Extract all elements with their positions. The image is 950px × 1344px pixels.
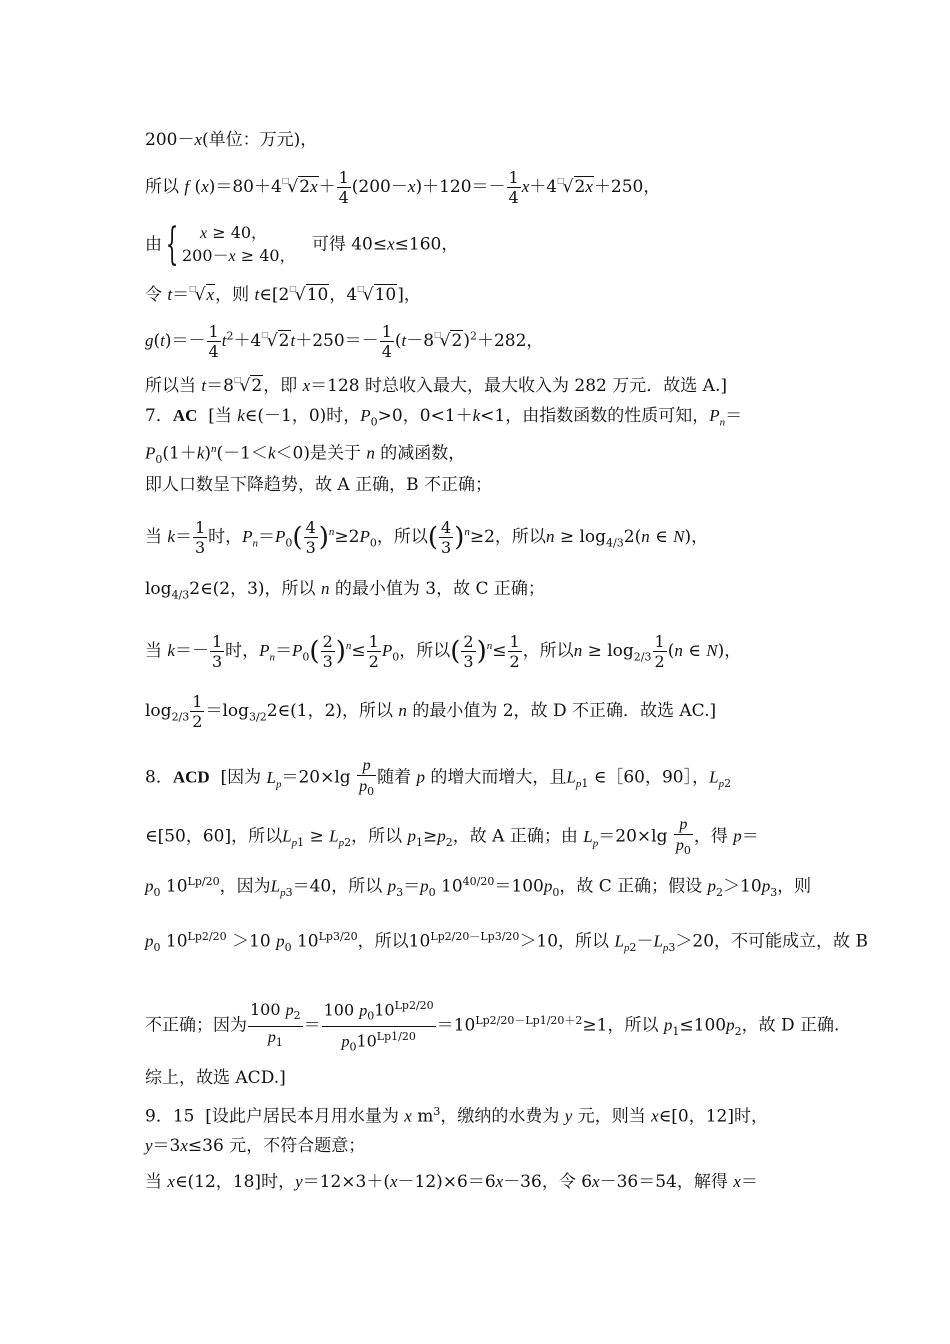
text-line: g(t)＝－ $\frac{1}{4}$ $t^2+4^□√2t+250=-$ $\frac{1}{4}$ $(t-8^□√2)^2+282$，: [145, 322, 544, 361]
text-line: 当 x∈(12，18]时，y＝12×3＋(x－12)×6＝6x－36，令 6x－36＝54，解得 x＝: [145, 1172, 758, 1192]
text-line: $\log_{2/3}$ $\frac{1}{2}$ $=\log_{3/2}2\in(1$，2)，所以 n 的最小值为 2，故 D 不正确．故选 AC.]: [145, 692, 717, 731]
text-line: y＝3x≤36 元，不符合题意；: [145, 1136, 366, 1156]
text-line: $\log_{4/3}2\in(2$，3)，所以 n 的最小值为 3，故 C 正确；: [145, 579, 545, 602]
text-line: 所以 f (x)＝80＋4□√2x＋ $\frac{1}{4}$ (200－x)＋120＝－ $\frac{1}{4}$ x＋4□√2x＋250，: [145, 168, 661, 207]
text-line: 8．ACD [因为 $L_p=20\times\lg$ $\frac{p}{p_0}$ 随着 p 的增大而增大，且$L_{p1}$ ∈［60，90］，$L_{p2}$: [145, 757, 732, 799]
text-line: 综上，故选 ACD.]: [145, 1068, 286, 1088]
text-line: 200－x(单位：万元)，: [145, 130, 318, 150]
text-line: $p_0$ $10^{Lp/20}$，因为$L_{p3}=40$，所以 $p_3=p_0$ $10^{40/20}=100p_0$，故 C 正确；假设 $p_2>10p_3$，则: [145, 875, 812, 900]
text-line: ∈[50，60]，所以$L_{p1} \ge L_{p2}$，所以 $p_1\ge p_2$，故 A 正确；由 $L_p=20\times\lg$ $\frac{p}{p_0}$ ，得 p＝: [145, 816, 759, 858]
text-line: 由{ x ≥ 40， 200－x ≥ 40， 可得 40≤x≤160，: [145, 219, 459, 270]
text-line: 令 t＝□√x，则 t∈[2□√10，4□√10]，: [145, 284, 421, 305]
text-line: 7．AC [当 k∈(－1，0)时，$P_0>0$，0<1＋k<1，由指数函数的性质可知，$P_n=$: [145, 406, 743, 429]
text-line: 当 k＝ $\frac{1}{3}$ 时，$P_n=P_0$( $\frac{4}{3}$ )$^n\ge 2P_0$，所以( $\frac{4}{3}$ )$^n$≥2，所以$n \ge \log_{4/3}2(n$ ∈ N)，: [145, 518, 709, 557]
text-line: 所以当 t＝8□√2，即 x＝128 时总收入最大，最大收入为 282 万元．故选 A.]: [145, 375, 727, 396]
text-line: 当 k＝－ $\frac{1}{3}$ 时，$P_n=P_0$( $\frac{2}{3}$ )$^n$≤ $\frac{1}{2}$ $P_0$，所以( $\frac{2}{3}$ )$^n$≤ $\frac{1}{2}$ ，所以$n \ge \log_{2/3}$ $\frac{1}{2}$ (n ∈ N)，: [145, 632, 742, 671]
text-line: $P_0(1+k)^n(-1<k<0)$是关于 n 的减函数，: [145, 443, 466, 467]
text-line: 9．15 [设此户居民本月用水量为 x $m^3$，缴纳的水费为 y 元，则当 x∈[0，12]时，: [145, 1105, 768, 1127]
text-line: 即人口数呈下降趋势，故 A 正确，B 不正确；: [145, 475, 492, 495]
text-line: 不正确；因为 $\frac{100 p_2}{p_1}$ ＝ $\frac{100 p_010^{Lp2/20}}{p_010^{Lp1/20}}$ $=10^{Lp2/20-Lp1/20+2}\ge 1$，所以 $p_1\le 100p_2$，故 D 正确.: [145, 996, 839, 1056]
text-line: $p_0$ $10^{Lp2/20} >10$ $p_0$ $10^{Lp3/20}$，所以$10^{Lp2/20-Lp3/20}>10$，所以 $L_{p2}-L_{p3}>20$，不可能成立，故 B: [145, 930, 868, 955]
